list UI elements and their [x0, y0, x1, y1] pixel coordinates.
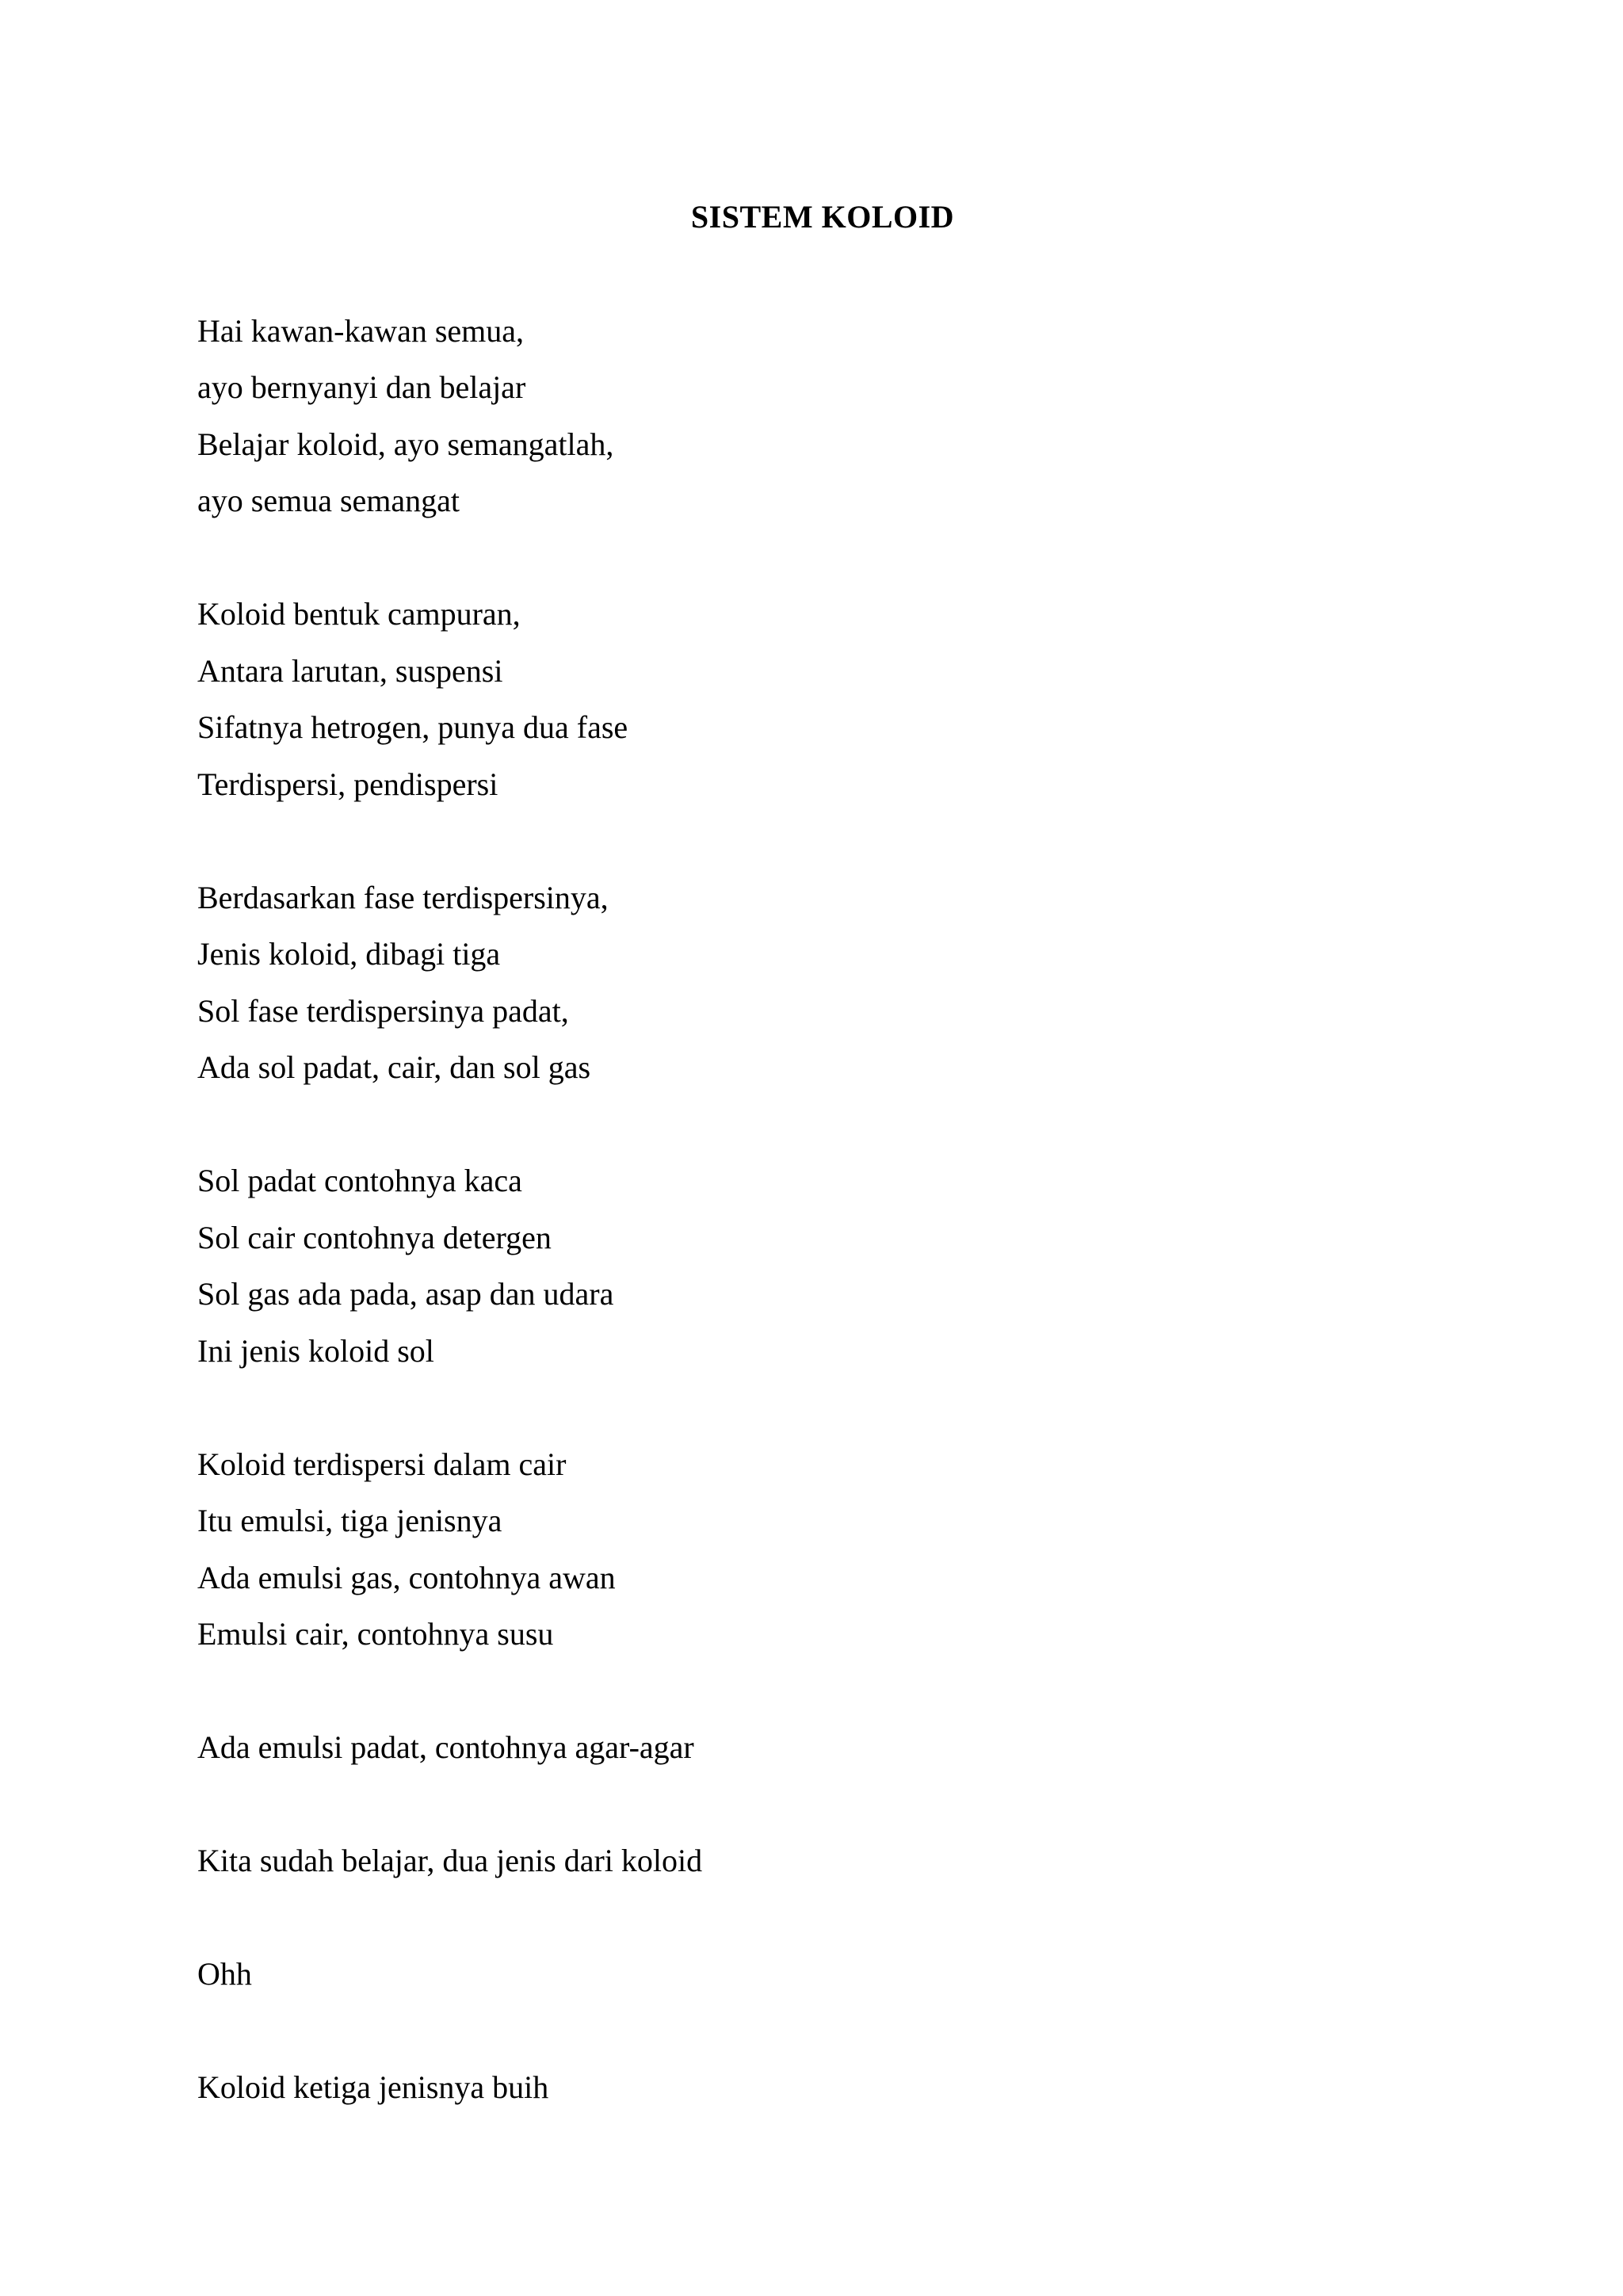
- lyric-line: Ohh: [197, 1956, 252, 1992]
- lyric-line: Koloid terdispersi dalam cair: [197, 1446, 567, 1482]
- lyric-line: Itu emulsi, tiga jenisnya: [197, 1503, 502, 1538]
- lyric-line: Koloid ketiga jenisnya buih: [197, 2069, 549, 2105]
- lyric-line: Koloid bentuk campuran,: [197, 596, 521, 632]
- lyric-line: Sol fase terdispersinya padat,: [197, 993, 569, 1029]
- lyric-line: Kita sudah belajar, dua jenis dari koloid: [197, 1843, 703, 1878]
- lyric-line: Emulsi cair, contohnya susu: [197, 1616, 554, 1652]
- lyric-line: Sol gas ada pada, asap dan udara: [197, 1276, 614, 1312]
- lyric-line: Hai kawan-kawan semua,: [197, 313, 525, 349]
- lyric-line: Terdispersi, pendispersi: [197, 766, 498, 802]
- lyric-line: Belajar koloid, ayo semangatlah,: [197, 426, 614, 462]
- lyric-line: Sifatnya hetrogen, punya dua fase: [197, 709, 628, 745]
- lyric-line: Ada emulsi padat, contohnya agar-agar: [197, 1729, 694, 1765]
- lyric-line: ayo bernyanyi dan belajar: [197, 369, 526, 405]
- lyric-line: Sol padat contohnya kaca: [197, 1163, 522, 1198]
- lyric-line: Ada emulsi gas, contohnya awan: [197, 1560, 616, 1595]
- lyric-line: Berdasarkan fase terdispersinya,: [197, 880, 609, 915]
- lyric-line: Jenis koloid, dibagi tiga: [197, 936, 501, 972]
- lyric-line: ayo semua semangat: [197, 483, 460, 518]
- lyric-line: Ini jenis koloid sol: [197, 1333, 434, 1369]
- lyric-line: Antara larutan, suspensi: [197, 653, 503, 689]
- lyric-line: Ada sol padat, cair, dan sol gas: [197, 1049, 591, 1085]
- lyric-line: Sol cair contohnya detergen: [197, 1220, 552, 1255]
- document-title: SISTEM KOLOID: [690, 199, 955, 235]
